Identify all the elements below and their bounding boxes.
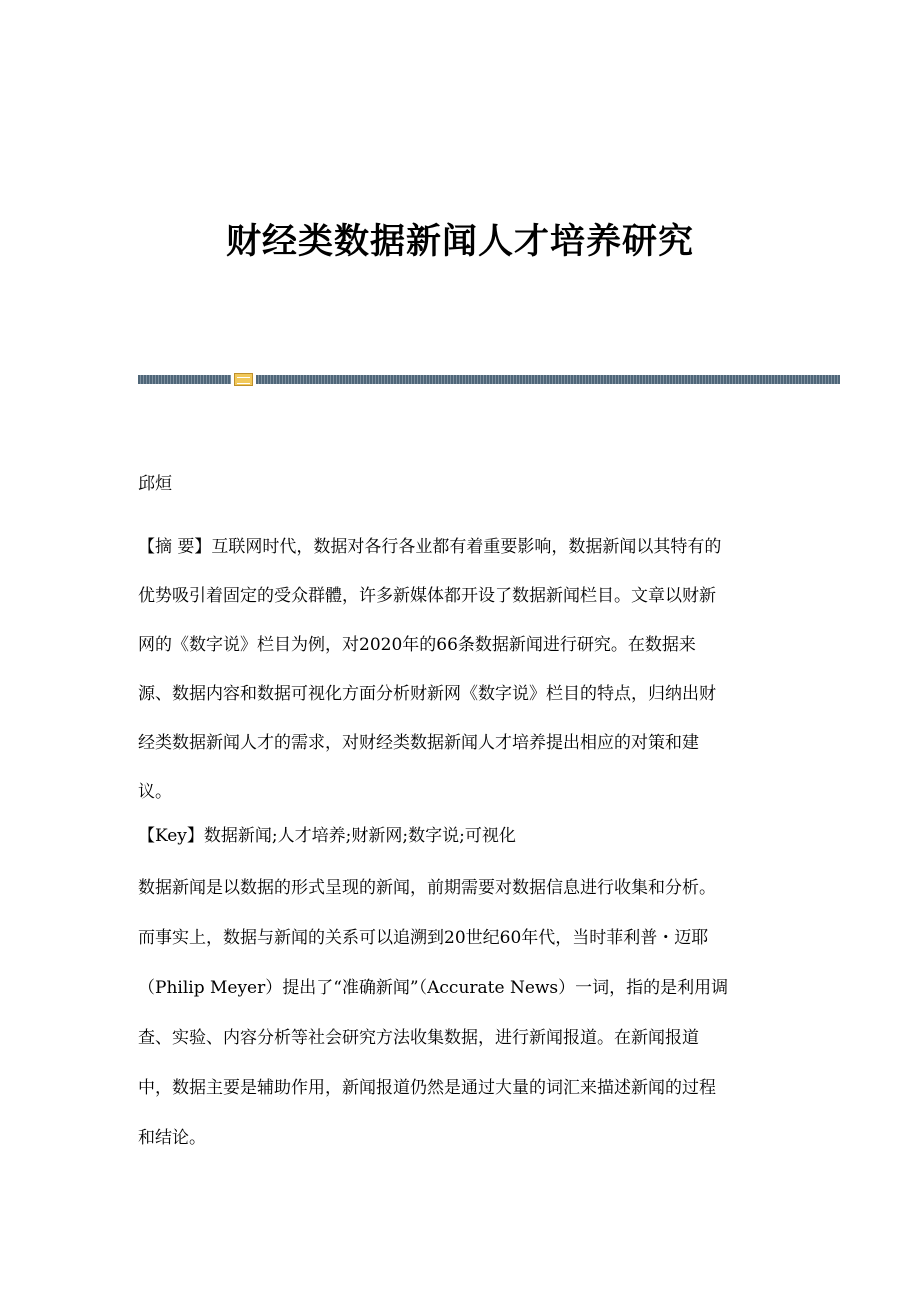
divider-ornament-icon	[234, 373, 253, 386]
divider-left-bar	[138, 375, 231, 384]
abstract-line: 议。	[138, 782, 172, 802]
abstract-line: 优势吸引着固定的受众群體，许多新媒体都开设了数据新闻栏目。文章以财新	[138, 586, 716, 606]
abstract-line: 网的《数字说》栏目为例，对2020年的66条数据新闻进行研究。在数据来	[138, 635, 696, 655]
body-paragraph	[138, 863, 788, 1163]
document-title: 财经类数据新闻人才培养研究	[225, 221, 694, 262]
body-line: 查、实验、内容分析等社会研究方法收集数据，进行新闻报道。在新闻报道	[138, 1028, 699, 1048]
keywords-line: 【Key】数据新闻;人才培养;财新网;数字说;可视化	[138, 826, 516, 846]
body-line: 中，数据主要是辅助作用，新闻报道仍然是通过大量的词汇来描述新闻的过程	[138, 1078, 716, 1098]
author-name: 邱烜	[138, 474, 172, 494]
abstract-paragraph	[138, 523, 788, 817]
body-line: 和结论。	[138, 1128, 206, 1148]
abstract-line: 源、数据内容和数据可视化方面分析财新网《数字说》栏目的特点，归纳出财	[138, 684, 716, 704]
title-divider	[138, 375, 840, 384]
abstract-line: 经类数据新闻人才的需求，对财经类数据新闻人才培养提出相应的对策和建	[138, 733, 699, 753]
abstract-line: 【摘 要】互联网时代，数据对各行各业都有着重要影响，数据新闻以其特有的	[138, 537, 722, 557]
body-line: 而事实上，数据与新闻的关系可以追溯到20世纪60年代，当时菲利普・迈耶	[138, 928, 709, 948]
body-line: （Philip Meyer）提出了“准确新闻”（Accurate News）一词，指的是利用调	[138, 978, 729, 998]
divider-right-bar	[256, 375, 840, 384]
body-line: 数据新闻是以数据的形式呈现的新闻，前期需要对数据信息进行收集和分析。	[138, 878, 716, 898]
